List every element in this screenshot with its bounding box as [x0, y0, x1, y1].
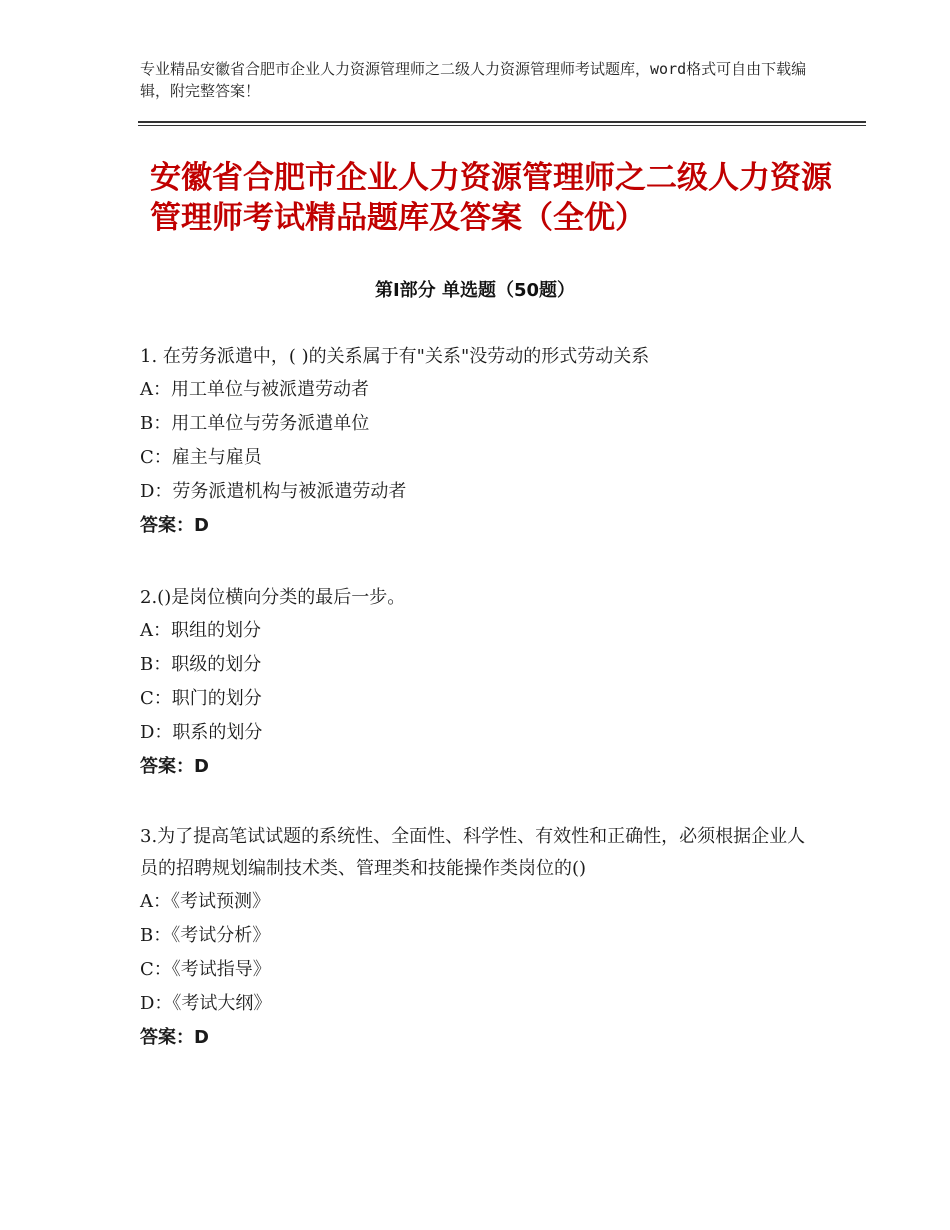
option-d: D：劳务派遣机构与被派遣劳动者: [140, 481, 407, 502]
option-c: C：职门的划分: [140, 688, 262, 709]
option-a: A：用工单位与被派遣劳动者: [140, 379, 369, 400]
option-a: A：《考试预测》: [140, 891, 270, 912]
question-stem: 1. 在劳务派遣中，( )的关系属于有"关系"没劳动的形式劳动关系: [140, 346, 650, 367]
document-title: 安徽省合肥市企业人力资源管理师之二级人力资源管理师考试精品题库及答案（全优）: [150, 160, 832, 236]
option-c: C：《考试指导》: [140, 959, 271, 980]
question-stem: 3.为了提高笔试试题的系统性、全面性、科学性、有效性和正确性，必须根据企业人员的招聘规划编制技术类、管理类和技能操作类岗位的(): [140, 826, 806, 879]
answer: 答案：D: [140, 515, 209, 536]
question-3: [140, 821, 820, 1055]
option-d: D：《考试大纲》: [140, 993, 272, 1014]
header-rule-thick: [138, 121, 866, 123]
header-rule-thin: [138, 125, 866, 126]
question-1: [140, 341, 820, 543]
section-title: 第Ⅰ部分 单选题（50题）: [374, 280, 575, 301]
option-b: B：《考试分析》: [140, 925, 271, 946]
option-a: A：职组的划分: [140, 620, 261, 641]
question-stem: 2.()是岗位横向分类的最后一步。: [140, 587, 406, 608]
answer: 答案：D: [140, 1027, 209, 1048]
answer: 答案：D: [140, 756, 209, 777]
option-c: C：雇主与雇员: [140, 447, 262, 468]
header-note: 专业精品安徽省合肥市企业人力资源管理师之二级人力资源管理师考试题库，word格式可自由下载编辑，附完整答案！: [140, 60, 807, 100]
option-b: B：职级的划分: [140, 654, 262, 675]
option-d: D：职系的划分: [140, 722, 263, 743]
option-b: B：用工单位与劳务派遣单位: [140, 413, 370, 434]
question-2: [140, 582, 820, 784]
